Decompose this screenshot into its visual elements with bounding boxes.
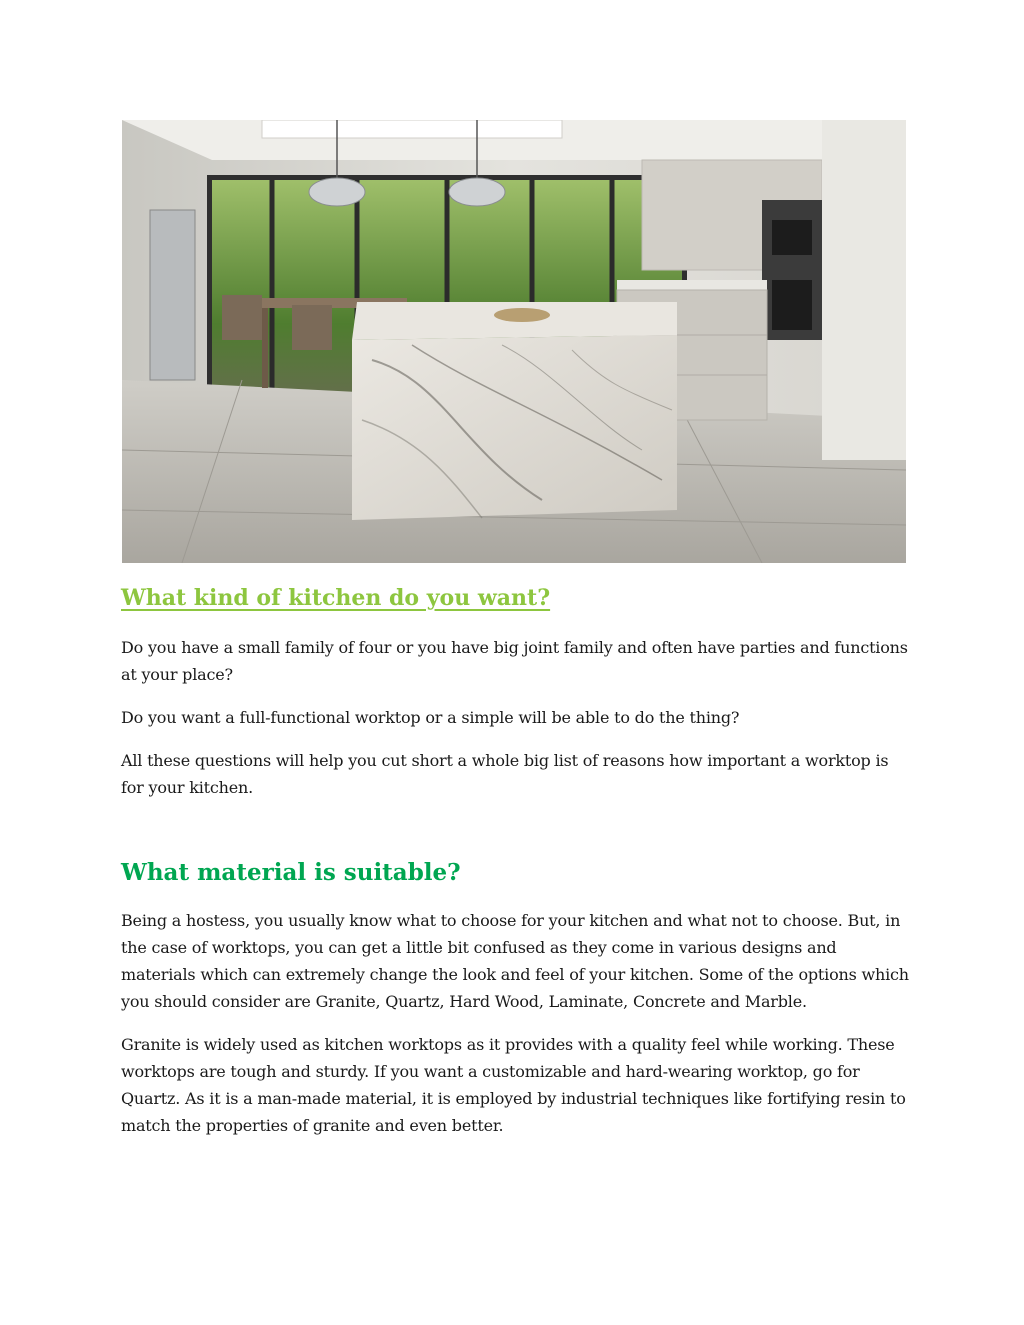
- paragraph: All these questions will help you cut short a whole big list of reasons how important a worktop is for your kitchen.: [121, 751, 889, 797]
- heading-kitchen-kind: What kind of kitchen do you want?: [121, 585, 551, 611]
- paragraph: Do you have a small family of four or you have big joint family and often have parties and functions at your place?: [121, 638, 908, 684]
- kitchen-photo: [122, 120, 906, 563]
- kitchen-illustration: [122, 120, 906, 563]
- paragraph: Granite is widely used as kitchen worktops as it provides with a quality feel while working. These worktops are tough and sturdy. If you want a customizable and hard-wearing worktop, go for Quartz. As it is a man-made material, it is employed by industrial techniques like fortifying resin to match the properties of granite and even better.: [121, 1035, 906, 1135]
- paragraph: Do you want a full-functional worktop or a simple will be able to do the thing?: [121, 708, 740, 727]
- paragraph: Being a hostess, you usually know what to choose for your kitchen and what not to choose. But, in the case of worktops, you can get a little bit confused as they come in various designs and materials which can extremely change the look and feel of your kitchen. Some of the options which you should consider are Granite, Quartz, Hard Wood, Laminate, Concrete and Marble.: [121, 911, 909, 1011]
- heading-material-suitable: What material is suitable?: [121, 859, 461, 886]
- article-content: [121, 580, 911, 1155]
